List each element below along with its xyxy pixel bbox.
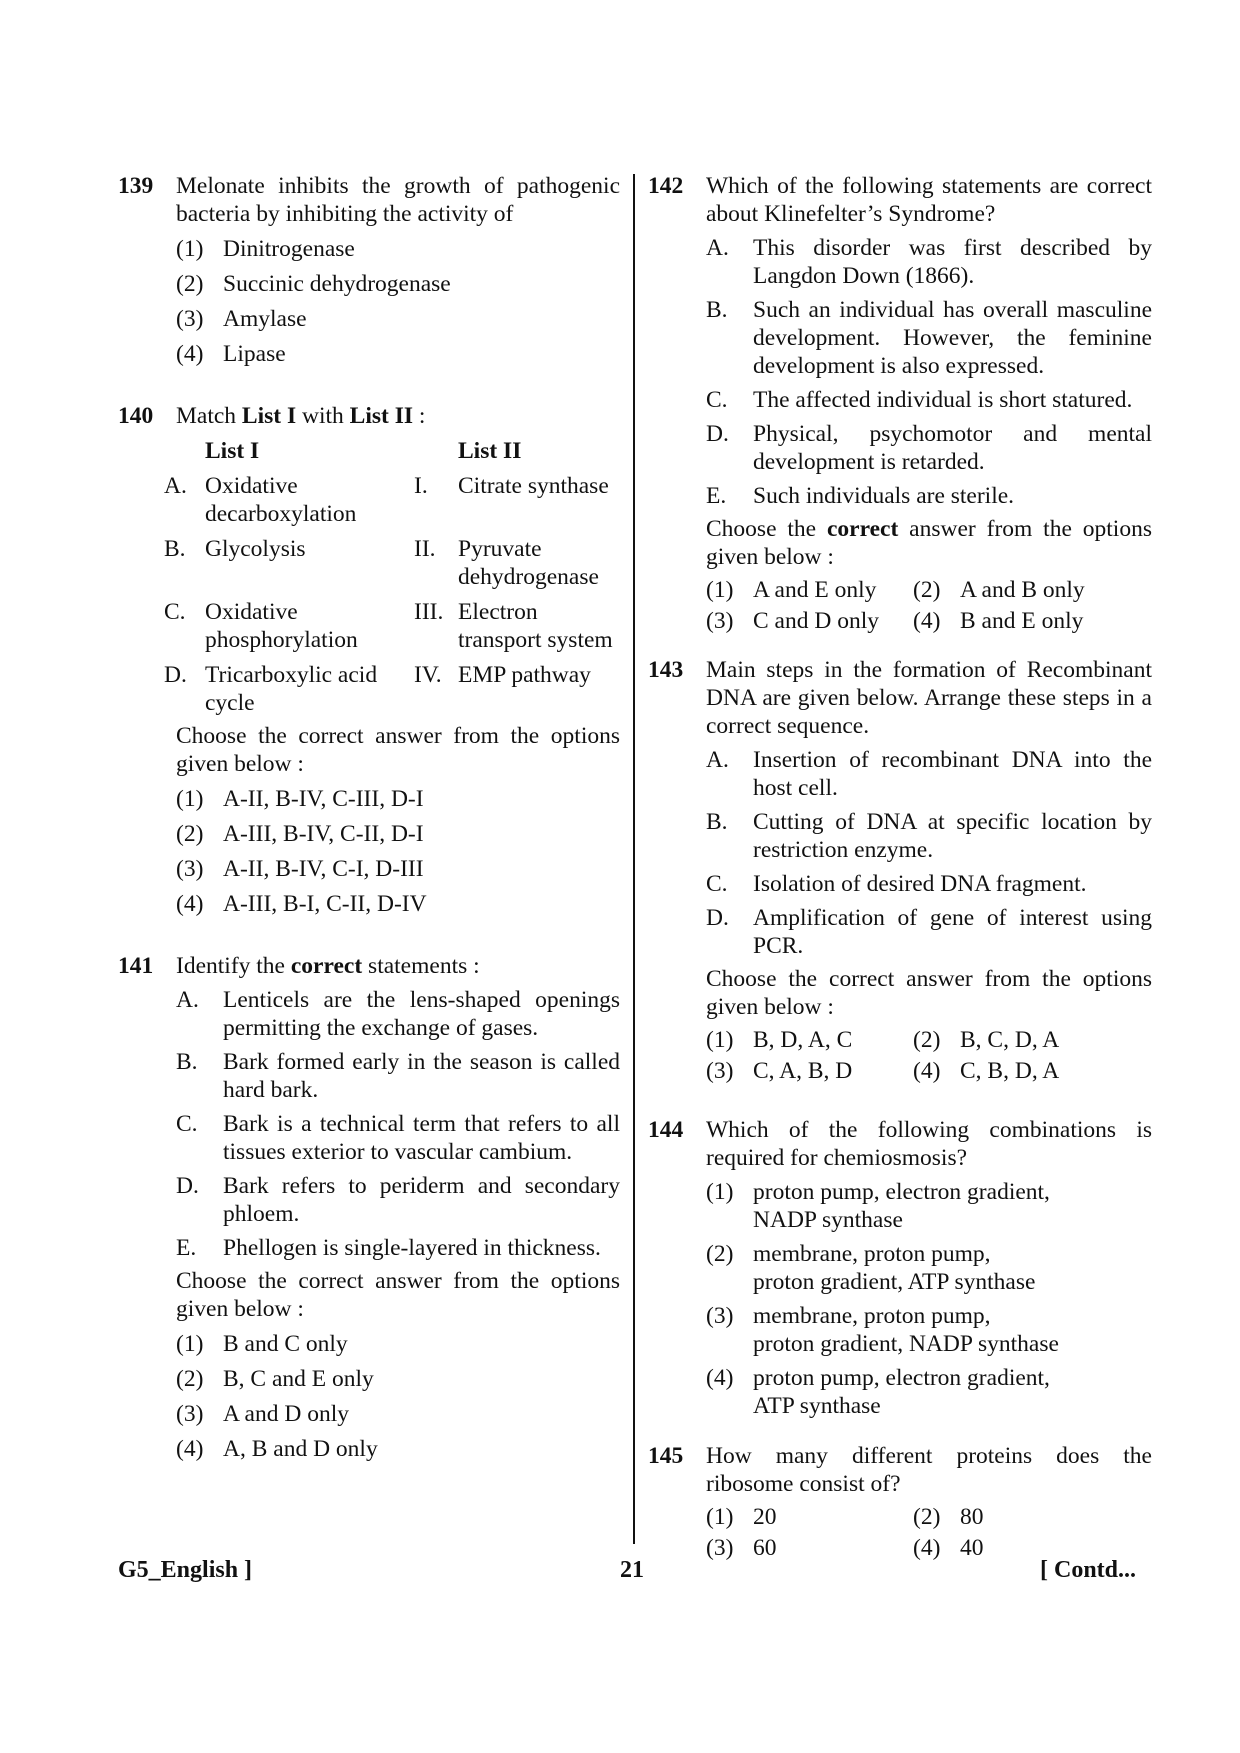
left-column: [118, 172, 620, 1463]
choose-instruction: Choose the correct answer from the options given below :: [176, 723, 620, 777]
option-1[interactable]: (1) B, D, A, C: [706, 1027, 853, 1053]
question-number: 139: [118, 173, 154, 199]
match-row: C. Oxidative phosphorylation III. Electron transport system: [164, 599, 613, 653]
step-c: C. Isolation of desired DNA fragment.: [706, 871, 1087, 897]
option-label: (1): [176, 236, 204, 262]
question-stem: Which of the following statements are correct about Klinefelter’s Syndrome?: [706, 173, 1152, 227]
question-stem: Melonate inhibits the growth of pathogenic bacteria by inhibiting the activity of: [176, 173, 620, 227]
question-number: 140: [118, 403, 154, 429]
list-1-heading: List I: [205, 438, 260, 464]
option-text: Dinitrogenase: [223, 236, 355, 262]
question-number: 141: [118, 953, 154, 979]
statement-b: B. Bark formed early in the season is called hard bark.: [176, 1049, 620, 1103]
option-4[interactable]: (4) A-III, B-I, C-II, D-IV: [176, 891, 427, 917]
question-number: 144: [648, 1117, 684, 1143]
choose-instruction: Choose the correct answer from the options given below :: [176, 1268, 620, 1322]
step-b: B. Cutting of DNA at specific location by restriction enzyme.: [706, 809, 1152, 863]
option-1[interactable]: (1) A and E only: [706, 577, 877, 603]
option-3[interactable]: (3) A-II, B-IV, C-I, D-III: [176, 856, 424, 882]
footer-continued: [ Contd...: [1040, 1557, 1137, 1583]
option-1[interactable]: (1) 20: [706, 1504, 777, 1530]
option-1[interactable]: (1) A-II, B-IV, C-III, D-I: [176, 786, 424, 812]
option-2[interactable]: [176, 270, 620, 298]
statement-c: C. Bark is a technical term that refers to all tissues exterior to vascular cambium.: [176, 1111, 620, 1165]
question-145: [648, 1442, 1152, 1562]
statement-d: D. Physical, psychomotor and mental development is retarded.: [706, 421, 1152, 475]
option-1[interactable]: [176, 235, 620, 263]
column-divider: [633, 174, 635, 1544]
footer-page-number: 21: [620, 1557, 644, 1583]
option-4[interactable]: (4) A, B and D only: [176, 1436, 378, 1462]
option-3[interactable]: (3) membrane, proton pump, proton gradient, NADP synthase: [706, 1303, 1059, 1357]
question-143: [648, 656, 1152, 1085]
step-a: A. Insertion of recombinant DNA into the host cell.: [706, 747, 1152, 801]
option-4[interactable]: (4) proton pump, electron gradient, ATP synthase: [706, 1365, 1050, 1419]
statement-c: C. The affected individual is short statured.: [706, 387, 1133, 413]
option-3[interactable]: (3) A and D only: [176, 1401, 349, 1427]
option-4[interactable]: (4) C, B, D, A: [913, 1058, 1060, 1084]
right-column: [648, 172, 1152, 1562]
option-4[interactable]: (4) 40: [913, 1535, 984, 1561]
statement-d: D. Bark refers to periderm and secondary phloem.: [176, 1173, 620, 1227]
question-140: [118, 402, 620, 918]
options-grid: [706, 1026, 1152, 1085]
statement-e: E. Such individuals are sterile.: [706, 483, 1015, 509]
question-stem: How many different proteins does the ribosome consist of?: [706, 1443, 1152, 1497]
statement-e: E. Phellogen is single-layered in thickness.: [176, 1235, 601, 1261]
option-4[interactable]: [176, 340, 620, 368]
list-2-heading: List II: [458, 438, 522, 464]
option-2[interactable]: (2) membrane, proton pump, proton gradient, ATP synthase: [706, 1241, 1036, 1295]
option-2[interactable]: (2) B, C, D, A: [913, 1027, 1060, 1053]
question-stem: Identify the correct statements :: [176, 953, 480, 979]
question-141: [118, 952, 620, 1463]
question-stem: Which of the following combinations is required for chemiosmosis?: [706, 1117, 1152, 1171]
choose-instruction: Choose the correct answer from the options given below :: [706, 516, 1152, 570]
question-139: [118, 172, 620, 368]
question-142: [648, 172, 1152, 635]
option-text: Amylase: [223, 306, 307, 332]
footer-booklet-code: G5_English ]: [118, 1557, 253, 1583]
choose-instruction: Choose the correct answer from the options given below :: [706, 966, 1152, 1020]
option-text: Succinic dehydrogenase: [223, 271, 451, 297]
question-number: 145: [648, 1443, 684, 1469]
option-3[interactable]: (3) C and D only: [706, 608, 879, 634]
question-stem: Main steps in the formation of Recombinant DNA are given below. Arrange these steps in a correct sequence.: [706, 657, 1152, 739]
option-3[interactable]: (3) C, A, B, D: [706, 1058, 853, 1084]
question-number: 143: [648, 657, 684, 683]
statement-a: A. This disorder was first described by Langdon Down (1866).: [706, 235, 1152, 289]
option-4[interactable]: (4) B and E only: [913, 608, 1084, 634]
statement-b: B. Such an individual has overall masculine development. However, the feminine development is also expressed.: [706, 297, 1152, 379]
option-label: (3): [176, 306, 204, 332]
match-table-header: [164, 437, 620, 465]
step-d: D. Amplification of gene of interest using PCR.: [706, 905, 1152, 959]
option-1[interactable]: (1) proton pump, electron gradient, NADP synthase: [706, 1179, 1050, 1233]
options-grid: [706, 1503, 1152, 1562]
option-1[interactable]: (1) B and C only: [176, 1331, 348, 1357]
statement-a: A. Lenticels are the lens-shaped openings permitting the exchange of gases.: [176, 987, 620, 1041]
option-2[interactable]: (2) A and B only: [913, 577, 1085, 603]
option-label: (2): [176, 271, 204, 297]
option-3[interactable]: (3) 60: [706, 1535, 777, 1561]
match-table: [164, 437, 620, 717]
question-144: [648, 1116, 1152, 1420]
option-text: Lipase: [223, 341, 286, 367]
match-row: A. Oxidative decarboxylation I. Citrate synthase: [164, 473, 609, 527]
question-stem: Match List I with List II :: [176, 403, 426, 429]
option-2[interactable]: (2) A-III, B-IV, C-II, D-I: [176, 821, 424, 847]
options-grid: [706, 576, 1152, 635]
option-label: (4): [176, 341, 204, 367]
question-number: 142: [648, 173, 684, 199]
option-2[interactable]: (2) 80: [913, 1504, 984, 1530]
option-3[interactable]: [176, 305, 620, 333]
match-row: D. Tricarboxylic acid cycle IV. EMP pathway: [164, 662, 591, 716]
match-row: B. Glycolysis II. Pyruvate dehydrogenase: [164, 536, 599, 590]
option-2[interactable]: (2) B, C and E only: [176, 1366, 374, 1392]
